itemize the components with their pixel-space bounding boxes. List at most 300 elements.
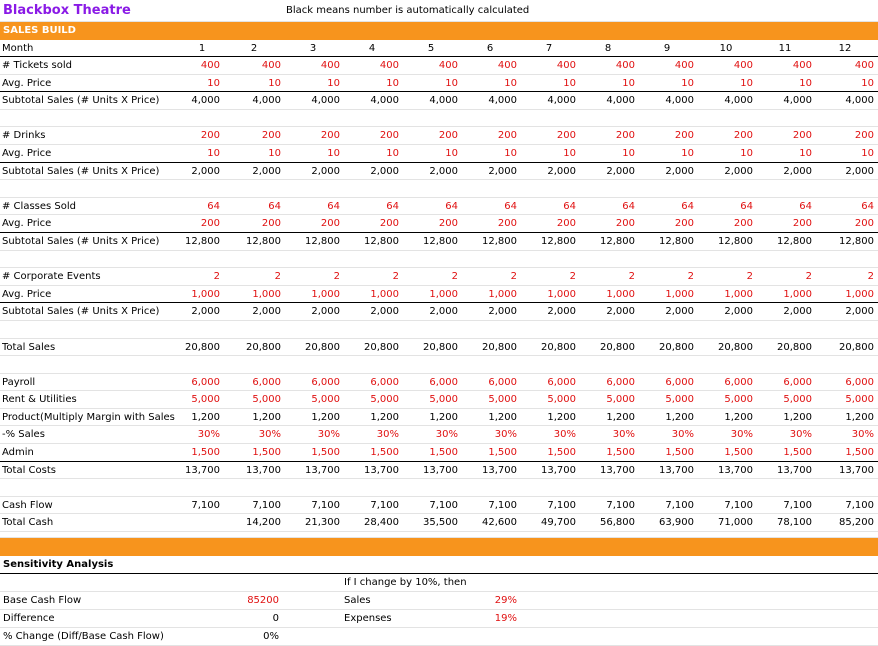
value-cell[interactable]: 49,700 <box>541 517 576 529</box>
expenses-sensitivity-label[interactable]: Expenses <box>344 613 392 625</box>
value-cell[interactable]: 6,000 <box>488 376 517 388</box>
value-cell[interactable]: 200 <box>556 218 576 230</box>
value-cell[interactable]: 400 <box>674 60 694 71</box>
value-cell[interactable]: 400 <box>379 60 399 71</box>
value-cell[interactable]: 10 <box>268 147 281 159</box>
value-cell[interactable]: 10 <box>386 147 399 159</box>
value-cell[interactable]: 6,000 <box>311 376 340 388</box>
value-cell[interactable]: 6,000 <box>606 376 635 388</box>
value-cell[interactable]: 30% <box>671 429 694 441</box>
value-cell[interactable]: 4,000 <box>429 95 458 107</box>
section-title[interactable]: SALES BUILD <box>3 25 76 36</box>
value-cell[interactable]: 1,500 <box>370 447 399 459</box>
month-header-12[interactable]: 12 <box>838 43 852 54</box>
value-cell[interactable]: 20,800 <box>364 341 399 353</box>
value-cell[interactable]: 1,000 <box>370 288 399 300</box>
value-cell[interactable]: 12,800 <box>423 235 458 247</box>
value-cell[interactable]: 1,500 <box>606 447 635 459</box>
value-cell[interactable]: 10 <box>681 147 694 159</box>
value-cell[interactable]: 200 <box>379 130 399 142</box>
row-label[interactable]: Subtotal Sales (# Units X Price) <box>2 95 160 107</box>
value-cell[interactable]: 13,700 <box>246 464 281 476</box>
value-cell[interactable]: 2 <box>451 271 458 283</box>
value-cell[interactable]: 7,100 <box>547 499 576 511</box>
value-cell[interactable]: 12,800 <box>364 235 399 247</box>
month-header-7[interactable]: 7 <box>545 43 553 54</box>
value-cell[interactable]: 200 <box>615 130 635 142</box>
value-cell[interactable]: 2 <box>687 271 694 283</box>
base-cash-flow-label[interactable]: Base Cash Flow <box>3 595 82 607</box>
value-cell[interactable]: 2,000 <box>191 165 220 177</box>
value-cell[interactable]: 10 <box>268 77 281 89</box>
value-cell[interactable]: 20,800 <box>718 341 753 353</box>
row-label[interactable]: Total Sales <box>2 341 56 353</box>
value-cell[interactable]: 4,000 <box>845 95 874 107</box>
value-cell[interactable]: 4,000 <box>724 95 753 107</box>
row-label[interactable]: Subtotal Sales (# Units X Price) <box>2 235 160 247</box>
value-cell[interactable]: 2,000 <box>665 165 694 177</box>
value-cell[interactable]: 13,700 <box>364 464 399 476</box>
value-cell[interactable]: 6,000 <box>370 376 399 388</box>
value-cell[interactable]: 200 <box>792 218 812 230</box>
value-cell[interactable]: 1,000 <box>724 288 753 300</box>
value-cell[interactable]: 2,000 <box>547 306 576 318</box>
value-cell[interactable]: 5,000 <box>606 394 635 406</box>
value-cell[interactable]: 7,100 <box>724 499 753 511</box>
month-header-5[interactable]: 5 <box>427 43 435 54</box>
value-cell[interactable]: 400 <box>320 60 340 71</box>
row-label[interactable]: Total Costs <box>2 464 56 476</box>
value-cell[interactable]: 30% <box>730 429 753 441</box>
value-cell[interactable]: 30% <box>197 429 220 441</box>
value-cell[interactable]: 5,000 <box>724 394 753 406</box>
value-cell[interactable]: 2 <box>867 271 874 283</box>
value-cell[interactable]: 2,000 <box>311 306 340 318</box>
value-cell[interactable]: 20,800 <box>659 341 694 353</box>
row-label[interactable]: Cash Flow <box>2 499 53 511</box>
row-label[interactable]: Subtotal Sales (# Units X Price) <box>2 165 160 177</box>
value-cell[interactable]: 7,100 <box>665 499 694 511</box>
value-cell[interactable]: 10 <box>563 77 576 89</box>
value-cell[interactable]: 1,200 <box>370 411 399 423</box>
value-cell[interactable]: 56,800 <box>600 517 635 529</box>
value-cell[interactable]: 13,700 <box>718 464 753 476</box>
value-cell[interactable]: 12,800 <box>305 235 340 247</box>
value-cell[interactable] <box>183 514 221 531</box>
value-cell[interactable]: 1,000 <box>488 288 517 300</box>
row-label[interactable]: # Corporate Events <box>2 271 101 283</box>
value-cell[interactable]: 1,200 <box>783 411 812 423</box>
value-cell[interactable]: 85,200 <box>839 517 874 529</box>
row-label[interactable]: -% Sales <box>2 429 45 441</box>
value-cell[interactable]: 2 <box>392 271 399 283</box>
value-cell[interactable]: 64 <box>504 200 517 212</box>
value-cell[interactable]: 10 <box>861 147 874 159</box>
value-cell[interactable]: 1,200 <box>845 411 874 423</box>
value-cell[interactable]: 1,500 <box>429 447 458 459</box>
value-cell[interactable]: 64 <box>681 200 694 212</box>
value-cell[interactable]: 10 <box>861 77 874 89</box>
value-cell[interactable]: 1,500 <box>547 447 576 459</box>
value-cell[interactable]: 5,000 <box>783 394 812 406</box>
month-header-4[interactable]: 4 <box>368 43 376 54</box>
value-cell[interactable]: 10 <box>740 147 753 159</box>
value-cell[interactable]: 2,000 <box>845 165 874 177</box>
row-label[interactable]: Product(Multiply Margin with Sales <box>2 411 175 423</box>
value-cell[interactable]: 10 <box>740 77 753 89</box>
value-cell[interactable]: 63,900 <box>659 517 694 529</box>
value-cell[interactable]: 30% <box>317 429 340 441</box>
month-label[interactable]: Month <box>2 43 34 54</box>
value-cell[interactable]: 1,500 <box>488 447 517 459</box>
value-cell[interactable]: 5,000 <box>845 394 874 406</box>
value-cell[interactable]: 2,000 <box>370 306 399 318</box>
value-cell[interactable]: 20,800 <box>185 341 220 353</box>
value-cell[interactable]: 13,700 <box>839 464 874 476</box>
value-cell[interactable]: 64 <box>622 200 635 212</box>
row-label[interactable]: Avg. Price <box>2 218 52 230</box>
value-cell[interactable]: 5,000 <box>252 394 281 406</box>
value-cell[interactable]: 1,200 <box>429 411 458 423</box>
value-cell[interactable]: 400 <box>792 60 812 71</box>
value-cell[interactable]: 1,500 <box>311 447 340 459</box>
value-cell[interactable]: 200 <box>733 218 753 230</box>
value-cell[interactable]: 200 <box>438 130 458 142</box>
value-cell[interactable]: 13,700 <box>659 464 694 476</box>
value-cell[interactable]: 10 <box>327 77 340 89</box>
value-cell[interactable]: 5,000 <box>311 394 340 406</box>
value-cell[interactable]: 2 <box>510 271 517 283</box>
value-cell[interactable]: 10 <box>799 77 812 89</box>
value-cell[interactable]: 10 <box>327 147 340 159</box>
row-label[interactable]: Total Cash <box>2 517 54 529</box>
value-cell[interactable]: 12,800 <box>659 235 694 247</box>
value-cell[interactable]: 1,200 <box>665 411 694 423</box>
value-cell[interactable]: 200 <box>261 130 281 142</box>
value-cell[interactable]: 12,800 <box>600 235 635 247</box>
value-cell[interactable]: 64 <box>207 200 220 212</box>
value-cell[interactable]: 7,100 <box>488 499 517 511</box>
value-cell[interactable]: 2,000 <box>783 306 812 318</box>
value-cell[interactable]: 20,800 <box>246 341 281 353</box>
value-cell[interactable]: 12,800 <box>541 235 576 247</box>
value-cell[interactable]: 1,200 <box>191 411 220 423</box>
value-cell[interactable]: 30% <box>851 429 874 441</box>
value-cell[interactable]: 12,800 <box>246 235 281 247</box>
value-cell[interactable]: 2 <box>569 271 576 283</box>
value-cell[interactable]: 4,000 <box>191 95 220 107</box>
value-cell[interactable]: 1,000 <box>252 288 281 300</box>
value-cell[interactable]: 7,100 <box>429 499 458 511</box>
value-cell[interactable]: 64 <box>861 200 874 212</box>
value-cell[interactable]: 7,100 <box>370 499 399 511</box>
value-cell[interactable]: 2,000 <box>191 306 220 318</box>
month-header-6[interactable]: 6 <box>486 43 494 54</box>
value-cell[interactable]: 6,000 <box>252 376 281 388</box>
value-cell[interactable]: 1,000 <box>547 288 576 300</box>
value-cell[interactable]: 30% <box>789 429 812 441</box>
value-cell[interactable]: 6,000 <box>191 376 220 388</box>
value-cell[interactable]: 5,000 <box>370 394 399 406</box>
value-cell[interactable]: 200 <box>320 218 340 230</box>
value-cell[interactable]: 200 <box>556 130 576 142</box>
value-cell[interactable]: 4,000 <box>783 95 812 107</box>
value-cell[interactable]: 64 <box>386 200 399 212</box>
value-cell[interactable]: 10 <box>445 147 458 159</box>
pct-change-value[interactable]: 0% <box>263 631 279 643</box>
value-cell[interactable]: 64 <box>268 200 281 212</box>
value-cell[interactable]: 12,800 <box>482 235 517 247</box>
value-cell[interactable]: 400 <box>615 60 635 71</box>
value-cell[interactable]: 13,700 <box>185 464 220 476</box>
value-cell[interactable]: 200 <box>615 218 635 230</box>
row-label[interactable]: Payroll <box>2 376 36 388</box>
value-cell[interactable]: 64 <box>740 200 753 212</box>
value-cell[interactable]: 1,200 <box>252 411 281 423</box>
sheet-title[interactable]: Blackbox Theatre <box>3 3 131 18</box>
value-cell[interactable]: 10 <box>386 77 399 89</box>
value-cell[interactable]: 10 <box>563 147 576 159</box>
value-cell[interactable]: 12,800 <box>839 235 874 247</box>
value-cell[interactable]: 14,200 <box>246 517 281 529</box>
value-cell[interactable]: 42,600 <box>482 517 517 529</box>
value-cell[interactable]: 2,000 <box>429 165 458 177</box>
value-cell[interactable]: 2,000 <box>370 165 399 177</box>
value-cell[interactable]: 400 <box>200 60 220 71</box>
value-cell[interactable]: 2,000 <box>845 306 874 318</box>
value-cell[interactable]: 4,000 <box>252 95 281 107</box>
value-cell[interactable]: 20,800 <box>423 341 458 353</box>
value-cell[interactable]: 6,000 <box>724 376 753 388</box>
value-cell[interactable]: 78,100 <box>777 517 812 529</box>
value-cell[interactable]: 64 <box>563 200 576 212</box>
value-cell[interactable]: 2,000 <box>547 165 576 177</box>
sensitivity-title[interactable]: Sensitivity Analysis <box>3 559 114 571</box>
value-cell[interactable]: 6,000 <box>429 376 458 388</box>
value-cell[interactable]: 200 <box>200 130 220 142</box>
value-cell[interactable]: 20,800 <box>600 341 635 353</box>
value-cell[interactable]: 200 <box>792 130 812 142</box>
value-cell[interactable]: 7,100 <box>191 499 220 511</box>
value-cell[interactable]: 1,000 <box>311 288 340 300</box>
value-cell[interactable]: 7,100 <box>606 499 635 511</box>
value-cell[interactable]: 200 <box>674 130 694 142</box>
value-cell[interactable]: 400 <box>556 60 576 71</box>
value-cell[interactable]: 20,800 <box>305 341 340 353</box>
value-cell[interactable]: 400 <box>733 60 753 71</box>
value-cell[interactable]: 200 <box>497 218 517 230</box>
value-cell[interactable]: 200 <box>261 218 281 230</box>
value-cell[interactable]: 28,400 <box>364 517 399 529</box>
value-cell[interactable]: 6,000 <box>845 376 874 388</box>
value-cell[interactable]: 1,000 <box>606 288 635 300</box>
value-cell[interactable]: 30% <box>553 429 576 441</box>
value-cell[interactable]: 1,000 <box>665 288 694 300</box>
value-cell[interactable]: 20,800 <box>541 341 576 353</box>
value-cell[interactable]: 400 <box>497 60 517 71</box>
value-cell[interactable]: 1,500 <box>665 447 694 459</box>
value-cell[interactable]: 64 <box>445 200 458 212</box>
row-label[interactable]: Avg. Price <box>2 77 52 89</box>
value-cell[interactable]: 10 <box>622 77 635 89</box>
value-cell[interactable]: 13,700 <box>600 464 635 476</box>
value-cell[interactable]: 1,000 <box>783 288 812 300</box>
value-cell[interactable]: 2,000 <box>783 165 812 177</box>
value-cell[interactable]: 30% <box>376 429 399 441</box>
value-cell[interactable]: 5,000 <box>665 394 694 406</box>
value-cell[interactable]: 1,500 <box>252 447 281 459</box>
expenses-sensitivity-value[interactable]: 19% <box>494 613 517 625</box>
row-label[interactable]: Avg. Price <box>2 288 52 300</box>
value-cell[interactable]: 2,000 <box>606 306 635 318</box>
value-cell[interactable]: 13,700 <box>777 464 812 476</box>
value-cell[interactable]: 6,000 <box>783 376 812 388</box>
value-cell[interactable]: 64 <box>327 200 340 212</box>
value-cell[interactable]: 5,000 <box>547 394 576 406</box>
sales-sensitivity-value[interactable]: 29% <box>494 595 517 607</box>
row-label[interactable]: # Tickets sold <box>2 60 72 71</box>
value-cell[interactable]: 200 <box>674 218 694 230</box>
value-cell[interactable]: 30% <box>435 429 458 441</box>
value-cell[interactable]: 71,000 <box>718 517 753 529</box>
value-cell[interactable]: 7,100 <box>783 499 812 511</box>
value-cell[interactable]: 4,000 <box>311 95 340 107</box>
value-cell[interactable]: 1,500 <box>191 447 220 459</box>
row-label[interactable]: # Drinks <box>2 130 46 142</box>
value-cell[interactable]: 200 <box>379 218 399 230</box>
value-cell[interactable]: 21,300 <box>305 517 340 529</box>
value-cell[interactable]: 2,000 <box>488 165 517 177</box>
value-cell[interactable]: 7,100 <box>252 499 281 511</box>
value-cell[interactable]: 200 <box>320 130 340 142</box>
value-cell[interactable]: 10 <box>799 147 812 159</box>
base-cash-flow-value[interactable]: 85200 <box>247 595 279 607</box>
row-label[interactable]: Avg. Price <box>2 147 52 159</box>
value-cell[interactable]: 6,000 <box>547 376 576 388</box>
value-cell[interactable]: 10 <box>207 147 220 159</box>
value-cell[interactable]: 13,700 <box>305 464 340 476</box>
value-cell[interactable]: 200 <box>497 130 517 142</box>
value-cell[interactable]: 5,000 <box>429 394 458 406</box>
value-cell[interactable]: 35,500 <box>423 517 458 529</box>
value-cell[interactable]: 20,800 <box>839 341 874 353</box>
row-label[interactable]: Rent & Utilities <box>2 394 77 406</box>
value-cell[interactable]: 200 <box>200 218 220 230</box>
value-cell[interactable]: 2 <box>213 271 220 283</box>
value-cell[interactable]: 13,700 <box>423 464 458 476</box>
difference-label[interactable]: Difference <box>3 613 55 625</box>
value-cell[interactable]: 30% <box>494 429 517 441</box>
value-cell[interactable]: 5,000 <box>488 394 517 406</box>
value-cell[interactable]: 1,200 <box>488 411 517 423</box>
value-cell[interactable]: 1,500 <box>845 447 874 459</box>
value-cell[interactable]: 1,500 <box>783 447 812 459</box>
value-cell[interactable]: 1,500 <box>724 447 753 459</box>
pct-change-label[interactable]: % Change (Diff/Base Cash Flow) <box>3 631 164 643</box>
value-cell[interactable]: 1,200 <box>547 411 576 423</box>
value-cell[interactable]: 20,800 <box>482 341 517 353</box>
value-cell[interactable]: 200 <box>438 218 458 230</box>
value-cell[interactable]: 4,000 <box>606 95 635 107</box>
value-cell[interactable]: 2,000 <box>488 306 517 318</box>
value-cell[interactable]: 30% <box>612 429 635 441</box>
value-cell[interactable]: 2 <box>805 271 812 283</box>
value-cell[interactable]: 10 <box>622 147 635 159</box>
value-cell[interactable]: 2,000 <box>252 306 281 318</box>
legend-note[interactable]: Black means number is automatically calculated <box>286 5 530 16</box>
value-cell[interactable]: 2,000 <box>311 165 340 177</box>
value-cell[interactable]: 200 <box>733 130 753 142</box>
month-header-2[interactable]: 2 <box>250 43 258 54</box>
value-cell[interactable]: 400 <box>854 60 874 71</box>
value-cell[interactable]: 5,000 <box>191 394 220 406</box>
value-cell[interactable]: 1,000 <box>191 288 220 300</box>
value-cell[interactable]: 12,800 <box>185 235 220 247</box>
row-label[interactable]: Admin <box>2 447 34 459</box>
sales-sensitivity-label[interactable]: Sales <box>344 595 371 607</box>
value-cell[interactable]: 2,000 <box>606 165 635 177</box>
row-label[interactable]: Subtotal Sales (# Units X Price) <box>2 306 160 318</box>
value-cell[interactable]: 2 <box>746 271 753 283</box>
month-header-11[interactable]: 11 <box>778 43 792 54</box>
month-header-3[interactable]: 3 <box>309 43 317 54</box>
row-label[interactable]: # Classes Sold <box>2 200 76 212</box>
sensitivity-if-label[interactable]: If I change by 10%, then <box>344 577 467 589</box>
month-header-1[interactable]: 1 <box>198 43 206 54</box>
value-cell[interactable]: 6,000 <box>665 376 694 388</box>
value-cell[interactable]: 10 <box>681 77 694 89</box>
value-cell[interactable]: 400 <box>261 60 281 71</box>
value-cell[interactable]: 4,000 <box>488 95 517 107</box>
value-cell[interactable]: 1,200 <box>311 411 340 423</box>
value-cell[interactable]: 2 <box>628 271 635 283</box>
value-cell[interactable]: 12,800 <box>777 235 812 247</box>
value-cell[interactable]: 4,000 <box>370 95 399 107</box>
value-cell[interactable]: 64 <box>799 200 812 212</box>
month-header-9[interactable]: 9 <box>663 43 671 54</box>
value-cell[interactable]: 4,000 <box>665 95 694 107</box>
value-cell[interactable]: 1,000 <box>845 288 874 300</box>
value-cell[interactable]: 2,000 <box>724 306 753 318</box>
value-cell[interactable]: 2,000 <box>665 306 694 318</box>
value-cell[interactable]: 1,000 <box>429 288 458 300</box>
month-header-8[interactable]: 8 <box>604 43 612 54</box>
value-cell[interactable]: 200 <box>854 130 874 142</box>
value-cell[interactable]: 2 <box>333 271 340 283</box>
value-cell[interactable]: 2 <box>274 271 281 283</box>
value-cell[interactable]: 200 <box>854 218 874 230</box>
value-cell[interactable]: 1,200 <box>606 411 635 423</box>
value-cell[interactable]: 13,700 <box>482 464 517 476</box>
value-cell[interactable]: 1,200 <box>724 411 753 423</box>
value-cell[interactable]: 20,800 <box>777 341 812 353</box>
value-cell[interactable]: 10 <box>207 77 220 89</box>
value-cell[interactable]: 10 <box>504 147 517 159</box>
value-cell[interactable]: 2,000 <box>724 165 753 177</box>
value-cell[interactable]: 7,100 <box>311 499 340 511</box>
value-cell[interactable]: 10 <box>504 77 517 89</box>
value-cell[interactable]: 10 <box>445 77 458 89</box>
value-cell[interactable]: 30% <box>258 429 281 441</box>
value-cell[interactable]: 400 <box>438 60 458 71</box>
value-cell[interactable]: 7,100 <box>845 499 874 511</box>
value-cell[interactable]: 2,000 <box>252 165 281 177</box>
value-cell[interactable]: 4,000 <box>547 95 576 107</box>
value-cell[interactable]: 12,800 <box>718 235 753 247</box>
difference-value[interactable]: 0 <box>272 613 279 625</box>
month-header-10[interactable]: 10 <box>719 43 733 54</box>
value-cell[interactable]: 13,700 <box>541 464 576 476</box>
